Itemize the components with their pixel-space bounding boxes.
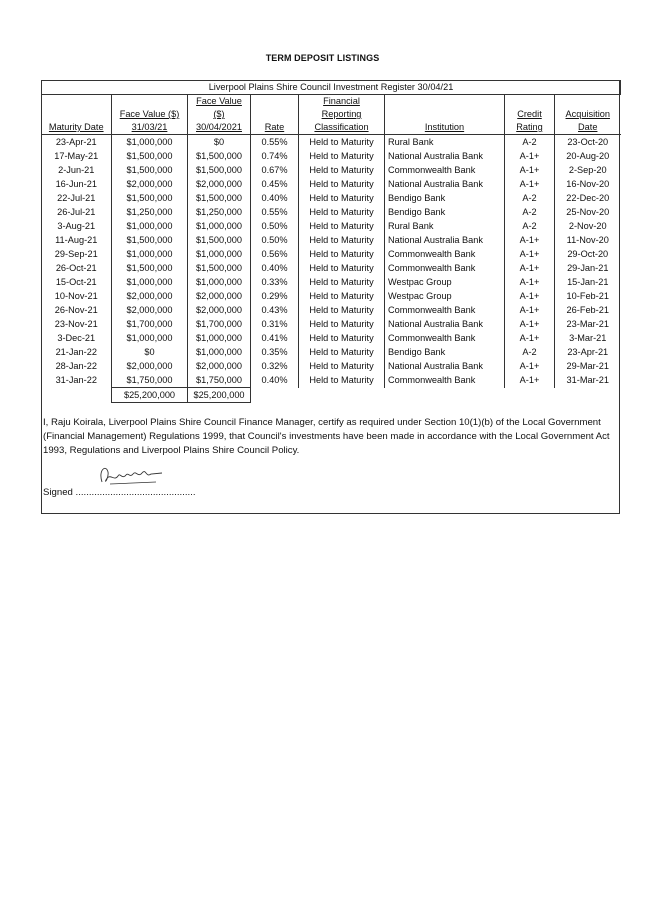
cell-classification: Held to Maturity (299, 317, 385, 331)
cell-institution: Commonwealth Bank (385, 261, 505, 275)
cell-acquisition-date: 29-Oct-20 (555, 247, 621, 261)
signed-line: Signed ............................................. (43, 487, 196, 498)
cell-rate: 0.43% (251, 303, 299, 317)
table-row (42, 135, 621, 150)
cell-face-value-curr: $2,000,000 (188, 177, 251, 191)
cell-classification: Held to Maturity (299, 331, 385, 345)
cell-maturity-date: 17-May-21 (54, 150, 99, 161)
cell-acquisition-date: 16-Nov-20 (555, 177, 621, 191)
cell-classification: Held to Maturity (299, 219, 385, 233)
cell-maturity-date: 21-Jan-22 (55, 346, 97, 357)
cell-classification: Held to Maturity (299, 289, 385, 303)
cell-credit-rating: A-2 (505, 345, 555, 359)
cell-face-value-curr: $1,000,000 (188, 275, 251, 289)
cell-maturity-date: 10-Nov-21 (54, 290, 98, 301)
cell-maturity-date: 26-Jul-21 (57, 206, 96, 217)
cell-credit-rating: A-1+ (505, 275, 555, 289)
cell-face-value-curr: $1,500,000 (188, 261, 251, 275)
cell-face-value-prev: $1,500,000 (112, 163, 188, 177)
cell-face-value-prev: $2,000,000 (112, 289, 188, 303)
cell-face-value-prev: $1,500,000 (112, 261, 188, 275)
cell-institution: National Australia Bank (385, 149, 505, 163)
cell-face-value-prev: $1,000,000 (112, 135, 188, 150)
cell-face-value-prev: $1,000,000 (112, 219, 188, 233)
header-face-value-curr-line2: ($) (213, 109, 225, 119)
cell-acquisition-date: 2-Nov-20 (555, 219, 621, 233)
header-face-value-prev-line2: 31/03/21 (131, 122, 168, 132)
cell-credit-rating: A-2 (505, 135, 555, 150)
register-title: Liverpool Plains Shire Council Investment Register 30/04/21 (42, 81, 621, 95)
header-classification-line3: Classification (314, 122, 369, 132)
table-row (42, 149, 621, 163)
cell-classification: Held to Maturity (299, 345, 385, 359)
cell-face-value-prev: $1,000,000 (112, 275, 188, 289)
header-classification-line2: Reporting (321, 109, 362, 119)
cell-face-value-prev: $1,500,000 (112, 191, 188, 205)
cell-classification: Held to Maturity (299, 233, 385, 247)
table-row (42, 205, 621, 219)
cell-rate: 0.74% (251, 149, 299, 163)
cell-institution: Commonwealth Bank (385, 247, 505, 261)
cell-rate: 0.41% (251, 331, 299, 345)
table-row (42, 275, 621, 289)
cell-acquisition-date: 3-Mar-21 (555, 331, 621, 345)
table-row (42, 163, 621, 177)
header-face-value-prev-line1: Face Value ($) (119, 109, 180, 119)
table-row (42, 177, 621, 191)
cell-face-value-curr: $0 (188, 135, 251, 150)
cell-maturity-date: 26-Oct-21 (55, 262, 97, 273)
table-row (42, 373, 621, 388)
cell-institution: Westpac Group (385, 275, 505, 289)
cell-credit-rating: A-1+ (505, 373, 555, 388)
cell-acquisition-date: 22-Dec-20 (555, 191, 621, 205)
table-row (42, 317, 621, 331)
cell-credit-rating: A-1+ (505, 177, 555, 191)
cell-acquisition-date: 23-Apr-21 (555, 345, 621, 359)
cell-institution: Bendigo Bank (385, 205, 505, 219)
table-row (42, 345, 621, 359)
cell-credit-rating: A-2 (505, 191, 555, 205)
header-classification-line1: Financial (323, 96, 360, 106)
cell-maturity-date: 3-Aug-21 (57, 220, 96, 231)
cell-rate: 0.40% (251, 191, 299, 205)
cell-acquisition-date: 20-Aug-20 (555, 149, 621, 163)
cell-rate: 0.45% (251, 177, 299, 191)
header-row-1 (42, 95, 621, 109)
cell-acquisition-date: 26-Feb-21 (555, 303, 621, 317)
cell-institution: Bendigo Bank (385, 191, 505, 205)
cell-credit-rating: A-1+ (505, 303, 555, 317)
cell-maturity-date: 16-Jun-21 (55, 178, 97, 189)
cell-maturity-date: 22-Jul-21 (57, 192, 96, 203)
table-row (42, 303, 621, 317)
page-title: TERM DEPOSIT LISTINGS (265, 53, 380, 63)
cell-credit-rating: A-1+ (505, 247, 555, 261)
cell-maturity-date: 23-Apr-21 (55, 136, 97, 147)
cell-acquisition-date: 29-Jan-21 (555, 261, 621, 275)
cell-acquisition-date: 2-Sep-20 (555, 163, 621, 177)
cell-rate: 0.32% (251, 359, 299, 373)
cell-classification: Held to Maturity (299, 149, 385, 163)
cell-face-value-curr: $1,000,000 (188, 331, 251, 345)
signature-image (96, 460, 166, 490)
cell-institution: National Australia Bank (385, 177, 505, 191)
cell-institution: Commonwealth Bank (385, 163, 505, 177)
cell-acquisition-date: 15-Jan-21 (555, 275, 621, 289)
cell-face-value-curr: $1,250,000 (188, 205, 251, 219)
cell-classification: Held to Maturity (299, 177, 385, 191)
cell-acquisition-date: 29-Mar-21 (555, 359, 621, 373)
cell-institution: National Australia Bank (385, 359, 505, 373)
cell-institution: Bendigo Bank (385, 345, 505, 359)
cell-rate: 0.67% (251, 163, 299, 177)
cell-face-value-prev: $0 (112, 345, 188, 359)
cell-acquisition-date: 11-Nov-20 (555, 233, 621, 247)
cell-maturity-date: 2-Jun-21 (58, 164, 95, 175)
cell-acquisition-date: 23-Mar-21 (555, 317, 621, 331)
cell-face-value-prev: $2,000,000 (112, 303, 188, 317)
cell-credit-rating: A-1+ (505, 289, 555, 303)
cell-classification: Held to Maturity (299, 373, 385, 388)
cell-face-value-curr: $1,700,000 (188, 317, 251, 331)
cell-face-value-curr: $1,750,000 (188, 373, 251, 388)
table-row (42, 233, 621, 247)
table-row (42, 331, 621, 345)
cell-institution: Rural Bank (385, 219, 505, 233)
cell-credit-rating: A-1+ (505, 233, 555, 247)
header-face-value-curr-line1: Face Value (196, 96, 242, 106)
cell-face-value-curr: $1,500,000 (188, 191, 251, 205)
cell-face-value-curr: $2,000,000 (188, 359, 251, 373)
cell-classification: Held to Maturity (299, 163, 385, 177)
certification-statement: I, Raju Koirala, Liverpool Plains Shire Council Finance Manager, certify as required under Section 10(1)(b) of the Local Government (Financial Management) Regulations 1999, that Council's investments have been made in accordance with the Local Government Act 1993, Regulations and Liverpool Plains Shire Council Policy. (43, 417, 610, 456)
cell-face-value-prev: $1,250,000 (112, 205, 188, 219)
cell-face-value-curr: $1,000,000 (188, 247, 251, 261)
table-row (42, 289, 621, 303)
cell-institution: Westpac Group (385, 289, 505, 303)
header-row-3 (42, 121, 621, 135)
table-row (42, 219, 621, 233)
cell-acquisition-date: 10-Feb-21 (555, 289, 621, 303)
cell-face-value-prev: $2,000,000 (112, 177, 188, 191)
cell-institution: Commonwealth Bank (385, 331, 505, 345)
cell-institution: Commonwealth Bank (385, 303, 505, 317)
cell-institution: Commonwealth Bank (385, 373, 505, 388)
header-row-2 (42, 108, 621, 121)
cell-classification: Held to Maturity (299, 247, 385, 261)
cell-classification: Held to Maturity (299, 261, 385, 275)
total-face-value-curr: $25,200,000 (188, 388, 251, 403)
investment-register-table (41, 80, 621, 403)
header-institution: Institution (424, 122, 465, 132)
cell-credit-rating: A-1+ (505, 359, 555, 373)
cell-rate: 0.31% (251, 317, 299, 331)
cell-credit-rating: A-1+ (505, 331, 555, 345)
cell-institution: Rural Bank (385, 135, 505, 150)
total-face-value-prev: $25,200,000 (112, 388, 188, 403)
register-title-row (42, 81, 621, 95)
cell-face-value-prev: $1,500,000 (112, 149, 188, 163)
cell-rate: 0.55% (251, 205, 299, 219)
header-maturity-date: Maturity Date (48, 122, 104, 132)
cell-face-value-curr: $1,500,000 (188, 233, 251, 247)
cell-classification: Held to Maturity (299, 303, 385, 317)
cell-face-value-prev: $1,700,000 (112, 317, 188, 331)
cell-face-value-curr: $1,500,000 (188, 149, 251, 163)
cell-maturity-date: 23-Nov-21 (54, 318, 98, 329)
table-row (42, 191, 621, 205)
cell-maturity-date: 11-Aug-21 (55, 234, 98, 245)
cell-classification: Held to Maturity (299, 191, 385, 205)
cell-face-value-curr: $2,000,000 (188, 303, 251, 317)
cell-face-value-prev: $1,000,000 (112, 247, 188, 261)
header-acquisition-line2: Date (578, 122, 598, 132)
cell-classification: Held to Maturity (299, 275, 385, 289)
cell-face-value-prev: $1,750,000 (112, 373, 188, 388)
table-row (42, 359, 621, 373)
header-credit-line2: Rating (516, 122, 543, 132)
cell-credit-rating: A-1+ (505, 163, 555, 177)
header-credit-line1: Credit (517, 109, 542, 119)
cell-acquisition-date: 31-Mar-21 (555, 373, 621, 388)
cell-acquisition-date: 25-Nov-20 (555, 205, 621, 219)
cell-rate: 0.50% (251, 233, 299, 247)
cell-face-value-curr: $2,000,000 (188, 289, 251, 303)
cell-maturity-date: 3-Dec-21 (57, 332, 96, 343)
cell-face-value-prev: $2,000,000 (112, 359, 188, 373)
header-acquisition-line1: Acquisition (565, 109, 610, 119)
cell-credit-rating: A-1+ (505, 261, 555, 275)
totals-row (42, 388, 621, 403)
cell-classification: Held to Maturity (299, 135, 385, 150)
cell-rate: 0.50% (251, 219, 299, 233)
cell-face-value-curr: $1,000,000 (188, 219, 251, 233)
header-rate: Rate (264, 122, 285, 132)
header-face-value-curr-line3: 30/04/2021 (196, 122, 242, 132)
cell-rate: 0.40% (251, 373, 299, 388)
cell-credit-rating: A-2 (505, 219, 555, 233)
cell-institution: National Australia Bank (385, 317, 505, 331)
cell-maturity-date: 26-Nov-21 (54, 304, 98, 315)
cell-maturity-date: 29-Sep-21 (54, 248, 98, 259)
cell-rate: 0.55% (251, 135, 299, 150)
cell-credit-rating: A-1+ (505, 317, 555, 331)
cell-rate: 0.29% (251, 289, 299, 303)
cell-rate: 0.35% (251, 345, 299, 359)
cell-rate: 0.40% (251, 261, 299, 275)
cell-face-value-prev: $1,000,000 (112, 331, 188, 345)
table-row (42, 247, 621, 261)
cell-credit-rating: A-1+ (505, 149, 555, 163)
cell-classification: Held to Maturity (299, 205, 385, 219)
cell-face-value-curr: $1,500,000 (188, 163, 251, 177)
cell-maturity-date: 31-Jan-22 (55, 374, 97, 385)
cell-classification: Held to Maturity (299, 359, 385, 373)
cell-credit-rating: A-2 (505, 205, 555, 219)
cell-face-value-curr: $1,000,000 (188, 345, 251, 359)
register-rows (42, 135, 621, 388)
cell-face-value-prev: $1,500,000 (112, 233, 188, 247)
cell-institution: National Australia Bank (385, 233, 505, 247)
table-row (42, 261, 621, 275)
cell-acquisition-date: 23-Oct-20 (555, 135, 621, 150)
cell-rate: 0.56% (251, 247, 299, 261)
cell-rate: 0.33% (251, 275, 299, 289)
cell-maturity-date: 28-Jan-22 (55, 360, 97, 371)
cell-maturity-date: 15-Oct-21 (55, 276, 97, 287)
